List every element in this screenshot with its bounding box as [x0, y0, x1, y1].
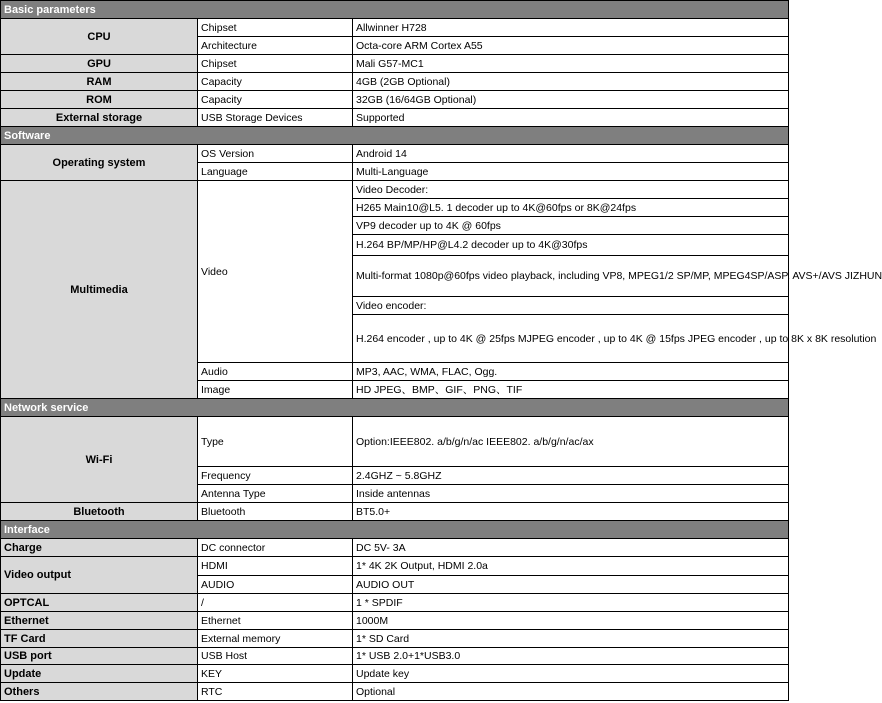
field-label: Image [198, 381, 353, 399]
field-label: Bluetooth [198, 503, 353, 521]
category-others: Others [1, 683, 198, 701]
section-network-service [1, 399, 789, 417]
field-label: OS Version [198, 145, 353, 163]
field-label: DC connector [198, 539, 353, 557]
field-label: External memory [198, 630, 353, 648]
section-title: Network service [1, 399, 789, 417]
row-optcal [1, 594, 789, 612]
field-label: Ethernet [198, 612, 353, 630]
video-spec-line: VP9 decoder up to 4K @ 60fps [353, 217, 789, 235]
category-external-storage: External storage [1, 109, 198, 127]
field-value: AUDIO OUT [353, 576, 789, 594]
section-software [1, 127, 789, 145]
category-update: Update [1, 665, 198, 683]
field-value: 1 * SPDIF [353, 594, 789, 612]
field-label-video: Video [198, 181, 353, 363]
category-usb-port: USB port [1, 648, 198, 665]
field-value: Mali G57-MC1 [353, 55, 789, 73]
field-value: 2.4GHZ ~ 5.8GHZ [353, 467, 789, 485]
video-spec-line: Video Decoder: [353, 181, 789, 199]
row-update [1, 665, 789, 683]
category-operating-system: Operating system [1, 145, 198, 181]
field-value: Supported [353, 109, 789, 127]
field-label: AUDIO [198, 576, 353, 594]
category-bluetooth: Bluetooth [1, 503, 198, 521]
field-value: 1* SD Card [353, 630, 789, 648]
row-ram [1, 73, 789, 91]
row-os-version [1, 145, 789, 163]
section-basic-parameters [1, 1, 789, 19]
field-value: 32GB (16/64GB Optional) [353, 91, 789, 109]
field-label: Type [198, 417, 353, 467]
field-label: Audio [198, 363, 353, 381]
row-gpu [1, 55, 789, 73]
category-multimedia: Multimedia [1, 181, 198, 399]
section-title: Basic parameters [1, 1, 789, 19]
row-others [1, 683, 789, 701]
field-label: KEY [198, 665, 353, 683]
row-video-output-hdmi [1, 557, 789, 576]
field-label: USB Host [198, 648, 353, 665]
field-value: Multi-Language [353, 163, 789, 181]
field-value: BT5.0+ [353, 503, 789, 521]
field-label: Capacity [198, 73, 353, 91]
field-label: Frequency [198, 467, 353, 485]
field-value: Option:IEEE802. a/b/g/n/ac IEEE802. a/b/g/n/ac/ax [353, 417, 789, 467]
row-wifi-type [1, 417, 789, 467]
row-charge [1, 539, 789, 557]
field-value: 1* USB 2.0+1*USB3.0 [353, 648, 789, 665]
category-optcal: OPTCAL [1, 594, 198, 612]
section-title: Software [1, 127, 789, 145]
field-value: DC 5V- 3A [353, 539, 789, 557]
video-spec-line: H265 Main10@L5. 1 decoder up to 4K@60fps or 8K@24fps [353, 199, 789, 217]
row-cpu-chipset [1, 19, 789, 37]
category-wifi: Wi-Fi [1, 417, 198, 503]
row-usb-port [1, 648, 789, 665]
video-spec-line: H.264 encoder , up to 4K @ 25fps MJPEG encoder , up to 4K @ 15fps JPEG encoder , up to 8K x 8K resolution [353, 315, 789, 363]
category-gpu: GPU [1, 55, 198, 73]
field-value: Optional [353, 683, 789, 701]
field-label: Language [198, 163, 353, 181]
video-spec-line: Multi-format 1080p@60fps video playback, including VP8, MPEG1/2 SP/MP, MPEG4SP/ASP, AVS+/AVS JIZHUN [353, 256, 789, 297]
category-rom: ROM [1, 91, 198, 109]
field-label: Chipset [198, 55, 353, 73]
row-ethernet [1, 612, 789, 630]
field-label: Antenna Type [198, 485, 353, 503]
field-value: HD JPEG、BMP、GIF、PNG、TIF [353, 381, 789, 399]
field-label: / [198, 594, 353, 612]
field-value: 1* 4K 2K Output, HDMI 2.0a [353, 557, 789, 576]
row-external-storage [1, 109, 789, 127]
category-ram: RAM [1, 73, 198, 91]
section-interface [1, 521, 789, 539]
video-spec-line: H.264 BP/MP/HP@L4.2 decoder up to 4K@30fps [353, 235, 789, 256]
field-label: RTC [198, 683, 353, 701]
field-label: Architecture [198, 37, 353, 55]
section-title: Interface [1, 521, 789, 539]
category-cpu: CPU [1, 19, 198, 55]
category-ethernet: Ethernet [1, 612, 198, 630]
field-value: Update key [353, 665, 789, 683]
field-label: USB Storage Devices [198, 109, 353, 127]
field-label: Capacity [198, 91, 353, 109]
category-charge: Charge [1, 539, 198, 557]
field-label: Chipset [198, 19, 353, 37]
field-value: Octa-core ARM Cortex A55 [353, 37, 789, 55]
video-spec-line: Video encoder: [353, 297, 789, 315]
row-rom [1, 91, 789, 109]
category-tf-card: TF Card [1, 630, 198, 648]
field-value: Inside antennas [353, 485, 789, 503]
field-value: 4GB (2GB Optional) [353, 73, 789, 91]
field-value: Allwinner H728 [353, 19, 789, 37]
row-tf-card [1, 630, 789, 648]
field-label: HDMI [198, 557, 353, 576]
field-value: 1000M [353, 612, 789, 630]
row-bluetooth [1, 503, 789, 521]
row-video-decoder-heading [1, 181, 789, 199]
category-video-output: Video output [1, 557, 198, 594]
field-value: Android 14 [353, 145, 789, 163]
field-value: MP3, AAC, WMA, FLAC, Ogg. [353, 363, 789, 381]
